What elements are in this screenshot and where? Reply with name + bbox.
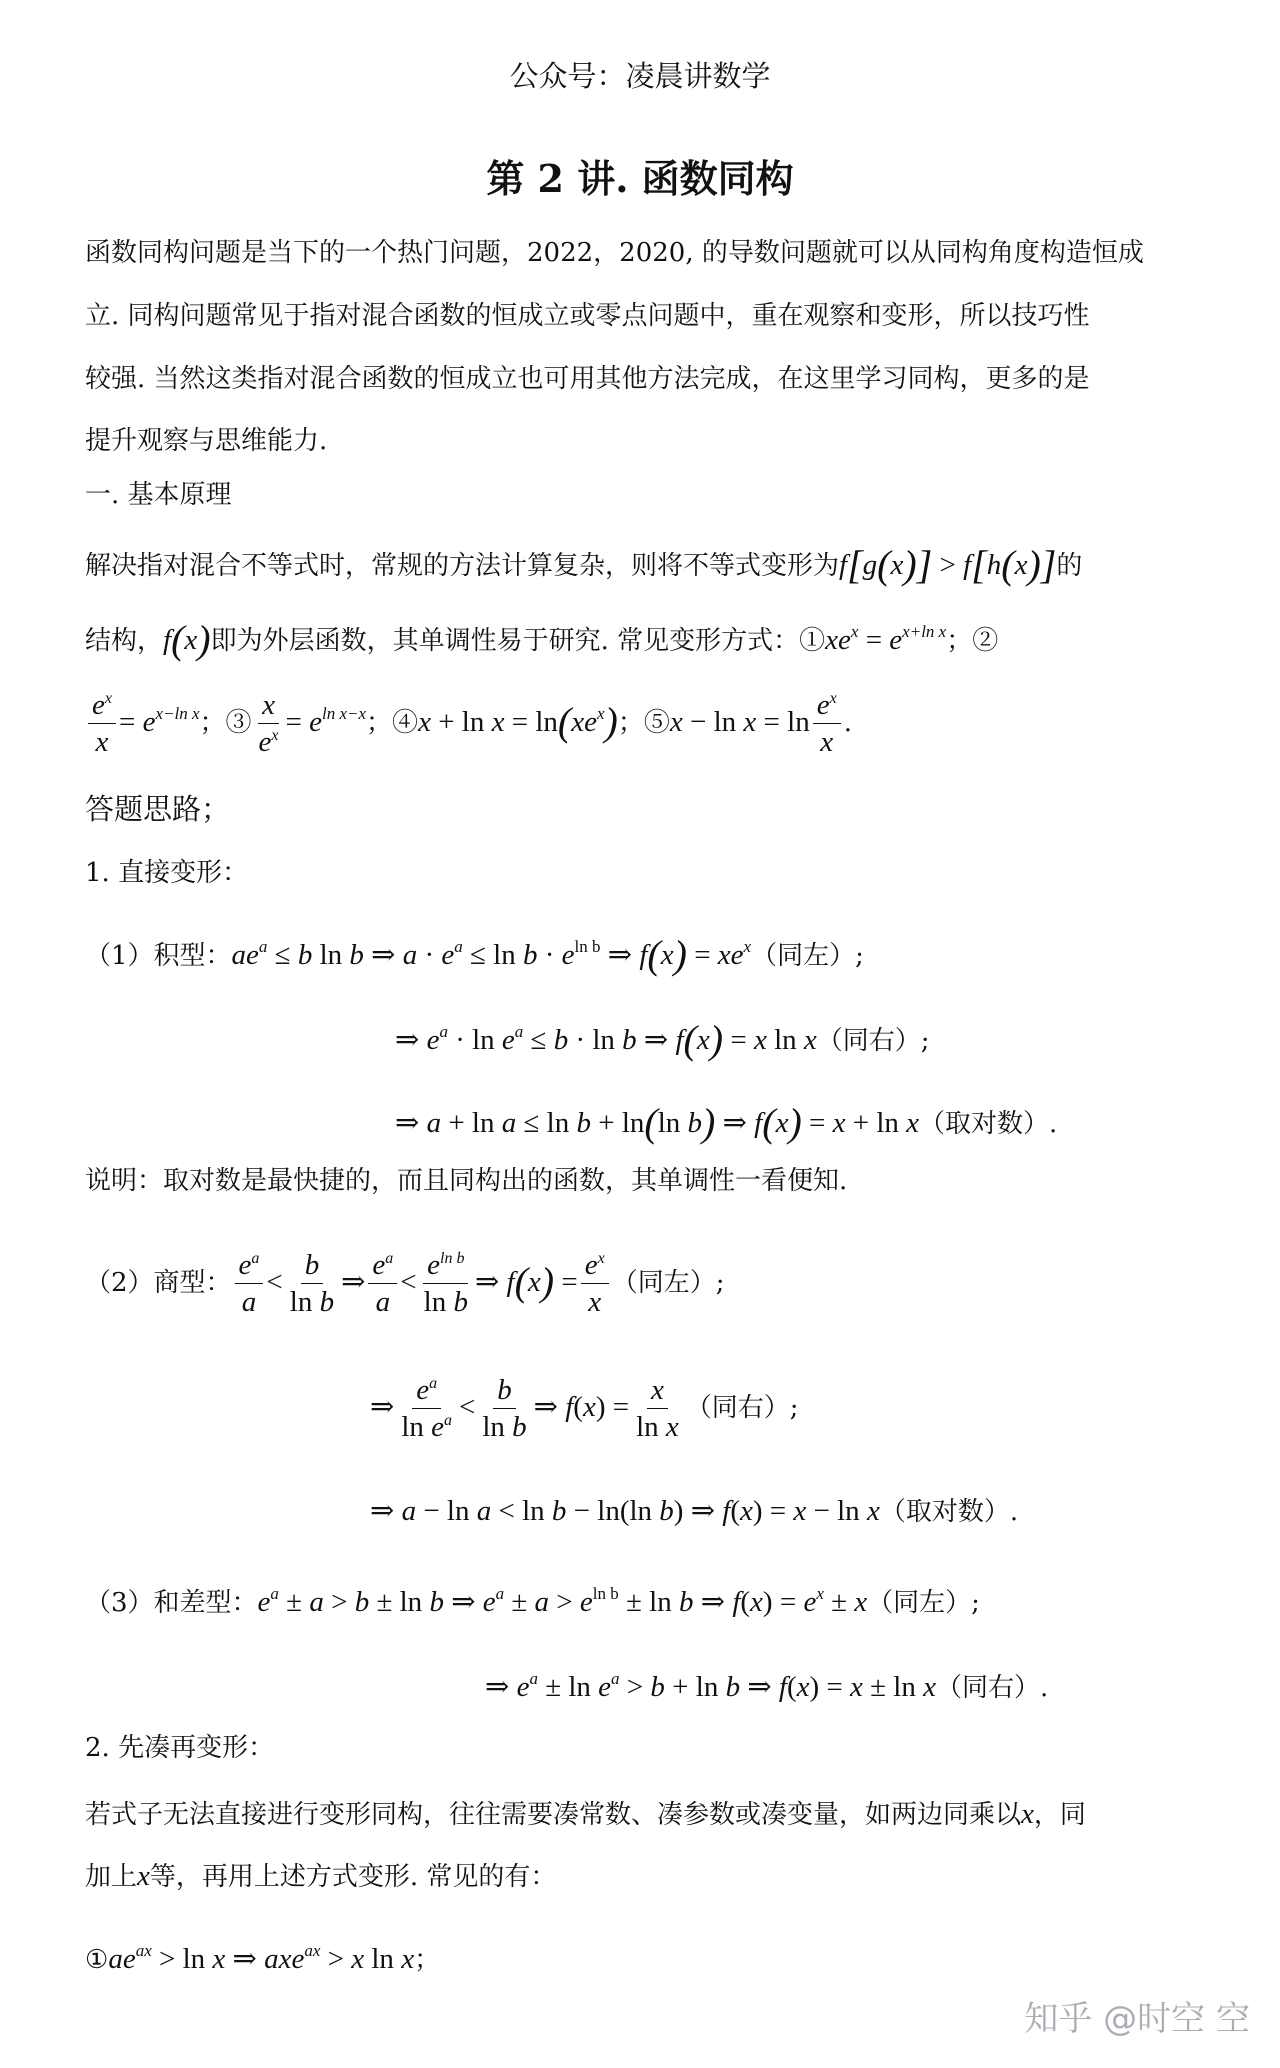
- product-label: （1）积型：: [85, 941, 232, 971]
- intro-line-3: 较强. 当然这类指对混合函数的恒成立也可用其他方法完成，在这里学习同构，更多的是: [85, 364, 1090, 394]
- same-right-1: （同右）;: [816, 1026, 930, 1056]
- intro-line-2: 立. 同构问题常见于指对混合函数的恒成立或零点问题中，重在观察和变形，所以技巧性: [85, 301, 1090, 331]
- sumdiff-line-2: [485, 1670, 1220, 1702]
- sep-3: ；③: [199, 707, 252, 738]
- watermark: 知乎 @时空 空: [1024, 1999, 1250, 2039]
- quotient-line-3: [370, 1497, 1220, 1526]
- same-left-1: （同左）;: [751, 941, 864, 971]
- s2-text-2b: 等，再用上述方式变形. 常见的有：: [149, 1862, 557, 1892]
- formula-composite: f[g(x)] > f[h(x)]: [839, 542, 1057, 587]
- thinking-heading: 答题思路；: [85, 792, 231, 826]
- formula-p2: ⇒ $e^a \cdot \ln e^a \le b \cdot \ln b$ ⇒ f(x) = x ln x: [395, 1017, 817, 1062]
- formula-p1: $ae^a \le b$ ln b ⇒ $a \cdot e^a \le \ln b \cdot e^{ln b}$ ⇒ $f(x) = xe^x$: [231, 932, 752, 977]
- intro-line-1: 函数同构问题是当下的一个热门问题，2022，2020, 的导数问题就可以从同构角度构造恒成: [85, 238, 1144, 268]
- formula-s1: $e^a \pm a > b \pm \ln b$ ⇒ $e^a \pm a > e^{ln b} \pm \ln b$ ⇒ $f(x) = e^x \pm x$: [257, 1584, 868, 1618]
- subsection-1: 1. 直接变形：: [85, 858, 249, 888]
- s2-text-1a: 若式子无法直接进行变形同构，往往需要凑常数、凑参数或凑变量，如两边同乘以: [85, 1800, 1022, 1830]
- principle-line-1: [85, 542, 1220, 587]
- frac-ea-a-2: $\frac{e^a}{a}$: [368, 1250, 397, 1318]
- take-log-2: （取对数）.: [879, 1497, 1019, 1527]
- end-dot: .: [843, 707, 852, 738]
- formula-q3: ⇒ a − ln a < ln b − ln(ln b) ⇒ f(x) = x − ln x: [370, 1495, 880, 1527]
- same-right-2: （同右）;: [685, 1392, 799, 1423]
- sep-4: ；④: [366, 707, 419, 738]
- sumdiff-line-1: [85, 1585, 1220, 1617]
- formula-ex1: $ae^{ax} > \ln x$ ⇒ axe$^{ax}$ > x ln x: [108, 1941, 415, 1975]
- transform-line: [85, 690, 1220, 758]
- frac-ex-x: $\frac{e^x}{x}$: [581, 1250, 609, 1318]
- formula-1: $xe^x = e^{x+ln x}$: [825, 622, 947, 656]
- end-semicolon: ；: [414, 1945, 441, 1975]
- formula-s2: ⇒ $e^a \pm \ln e^a > b + \ln b$ ⇒ f(x) = x ± ln x: [485, 1669, 936, 1703]
- same-right-3: （同右）.: [936, 1673, 1049, 1703]
- subsection-2: 2. 先凑再变形：: [85, 1733, 275, 1763]
- principle-text-b1: 结构，: [85, 626, 164, 656]
- formula-5-frac: $\frac{e^x}{x}$: [813, 690, 841, 758]
- section-heading-1: 一. 基本原理: [85, 480, 232, 510]
- principle-text-b2: 即为外层函数，其单调性易于研究. 常见变形方式：①: [210, 626, 826, 656]
- var-x-1: x: [1021, 1798, 1034, 1830]
- formula-fx: f(x): [163, 617, 211, 662]
- header-text: 公众号：凌晨讲数学: [509, 59, 771, 93]
- product-line-2: [395, 1017, 1220, 1062]
- formula-4: $x + \ln x = \ln(xe^x)$: [418, 698, 618, 744]
- s2-text-1b: ，同: [1033, 1800, 1086, 1830]
- s2-text-line-2: [85, 1862, 1220, 1891]
- formula-5: x − ln x = ln: [669, 705, 810, 738]
- note-line: 说明：取对数是最快捷的，而且同构出的函数，其单调性一看便知.: [85, 1166, 848, 1196]
- intro-line-4: 提升观察与思维能力.: [85, 426, 328, 456]
- quotient-label: （2）商型：: [85, 1267, 232, 1298]
- frac-b-lnb-2: $\frac{b}{\text{ln b}}$: [482, 1374, 527, 1444]
- frac-ea-a: $\frac{e^a}{a}$: [235, 1250, 264, 1318]
- frac-elnb-lnb: $\frac{e^{ln b}}{\text{ln b}}$: [423, 1249, 468, 1319]
- same-left-3: （同左）;: [867, 1588, 980, 1618]
- principle-text-b3: ；②: [946, 626, 999, 656]
- principle-text-a: 解决指对混合不等式时，常规的方法计算复杂，则将不等式变形为: [85, 551, 840, 581]
- formula-2-frac: $\frac{e^x}{x}$: [88, 690, 116, 758]
- principle-text-a-end: 的: [1056, 551, 1083, 581]
- frac-ea-lnea: $\frac{e^a}{\ln e^a}$: [401, 1374, 452, 1444]
- quotient-line-1: （2）商型： $\frac{e^a}{a}$ < $\frac{b}{\text{ln b}}$ ⇒ $\frac{e^a}{a}$ < $\frac{e^{ln b}}{\text{ln b}}$ ⇒ f(x) = $\frac{e^x}{x}$ （同左）;: [85, 1249, 725, 1319]
- principle-line-2: [85, 617, 1220, 662]
- sep-5: ；⑤: [617, 707, 670, 738]
- s2-text-line-1: [85, 1800, 1220, 1829]
- quotient-line-2: ⇒ $\frac{e^a}{\ln e^a}$ < $\frac{b}{\text{ln b}}$ ⇒ f(x) = $\frac{x}{\text{ln x}}$ （同右）;: [370, 1374, 799, 1444]
- product-line-1: [85, 932, 1220, 977]
- circle-one: ①: [85, 1945, 109, 1975]
- frac-b-lnb: $\frac{b}{\text{ln b}}$: [289, 1249, 335, 1319]
- formula-q2: ⇒ f(x) =: [533, 1390, 630, 1423]
- example-line-1: [85, 1942, 1220, 1974]
- formula-p3: ⇒ a + ln a ≤ ln b + ln(ln b) ⇒ f(x) = x + ln x: [395, 1100, 920, 1145]
- formula-3-frac: $\frac{x}{e^x}$: [258, 689, 279, 759]
- sumdiff-label: （3）和差型：: [85, 1588, 258, 1618]
- frac-x-lnx: $\frac{x}{\text{ln x}}$: [636, 1374, 679, 1444]
- take-log-1: （取对数）.: [919, 1109, 1058, 1139]
- product-line-3: [395, 1100, 1220, 1145]
- formula-q1: ⇒ f(x) =: [474, 1258, 578, 1304]
- s2-text-2a: 加上: [85, 1862, 138, 1892]
- formula-3-rhs: = $e^{ln x-x}$: [285, 703, 367, 738]
- same-left-2: （同左）;: [611, 1267, 725, 1298]
- formula-2-rhs: = $e^{x-ln x}$: [118, 703, 200, 738]
- page-title: 第 2 讲. 函数同构: [486, 156, 794, 201]
- var-x-2: x: [137, 1860, 150, 1892]
